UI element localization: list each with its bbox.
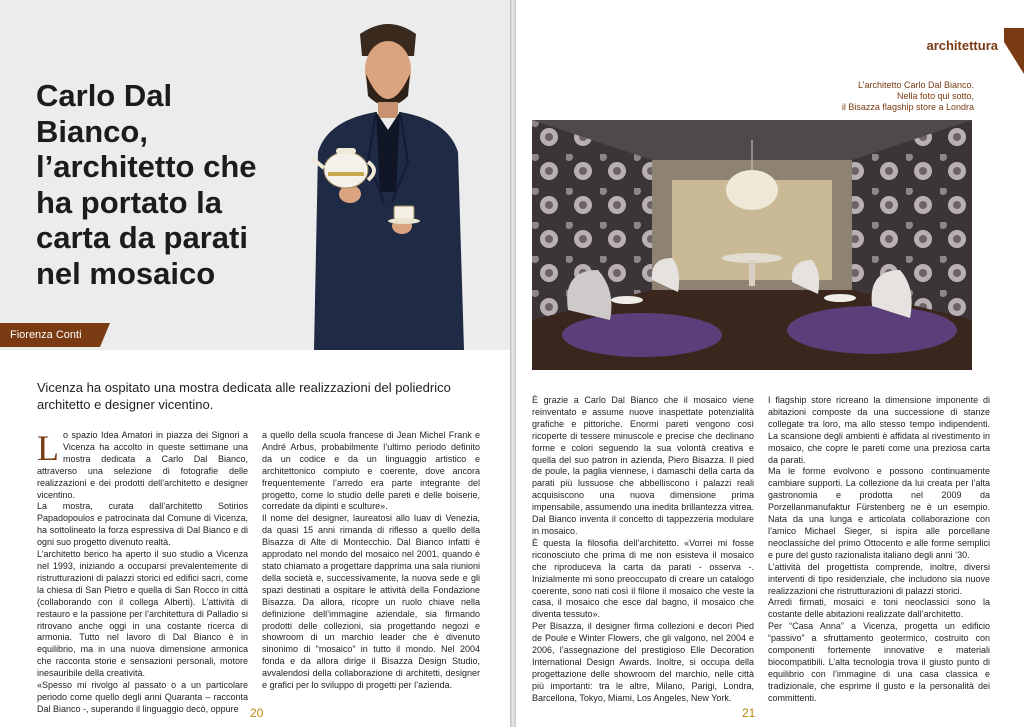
paragraph: a quello della scuola francese di Jean Michel Frank e André Arbus, probabilmente l’ultimo periodo definito da un codice e da un linguaggio artistico e architettonico compiuto e coerente, dove ancora frequentemente l’arredo era parte integrante del progetto, come lo studio delle pareti e delle boiserie, corredate da dipinti e sculture». bbox=[262, 430, 480, 512]
caption-line: L’architetto Carlo Dal Bianco. bbox=[857, 80, 974, 90]
right-column-2 bbox=[768, 395, 990, 705]
paragraph: I flagship store ricreano la dimensione imponente di abitazioni composte da una successione di stanze collegate tra loro, ma allo stesso tempo indipendenti. La scansione degli ambienti è affidata al rivestimento in mosaico, che copre le pareti come una preziosa carta da parati. bbox=[768, 395, 990, 465]
paragraph: L’attività del progettista comprende, inoltre, diversi interventi di tipo residenziale, che includono sia nuove realizzazioni che ristrutturazioni di palazzi storici. bbox=[768, 561, 990, 596]
paragraph: Per “Casa Anna” a Vicenza, progetta un edificio “passivo” a sfruttamento geotermico, costruito con componenti fortemente innovative e materiali biocompatibili. L’alta tecnologia trova il giusto punto di equilibrio con l’immagine di una casa classica e tradizionale, che esprime il gusto e la personalità dei committenti. bbox=[768, 621, 990, 703]
paragraph: Ma le forme evolvono e possono continuamente cambiare supporti. La collezione da lui creata per l’alta gastronomia e prodotta nel 2009 da Porzellanmanufaktur Fürstenberg ne è un esempio. Nata da una lunga e articolata collaborazione con l’amico Michael Sieger, si ispira alle porcellane neoclassiche del primo Ottocento e alle forme semplici e pure del gusto razionalista italiano degli anni ‘30. bbox=[768, 466, 990, 560]
paragraph: o spazio Idea Amatori in piazza dei Signori a Vicenza ha accolto in queste settimane una mostra dedicata a Carlo Dal Bianco, attraverso una selezione di fotografie delle realizzazioni e dei prodotti dell’architetto e designer vicentino. bbox=[37, 430, 248, 500]
paragraph: È grazie a Carlo Dal Bianco che il mosaico viene reinventato e assume nuove inaspettate potenzialità grafiche e pittoriche. Enormi pareti vengono così ricoperte di tessere minuscole e precise che declinano forme e colori seguendo la sua volontà creativa e quella del suo patron in azienda, Piero Bisazza. Il pied de poule, la paglia viennese, i damaschi della carta da parati più lussuose che abbelliscono i palazzi reali acquisiscono una nuova dimensione prima impensabile, assumendo una inedita brillantezza vitrea. Dal Bianco inventa il concetto di tappezzeria modulare in mosaico. bbox=[532, 395, 754, 536]
left-column-1 bbox=[37, 430, 248, 716]
drop-cap: L bbox=[37, 428, 59, 468]
right-page bbox=[516, 0, 1024, 727]
flagship-store-photo bbox=[532, 120, 972, 370]
author-byline: Fiorenza Conti bbox=[0, 323, 100, 347]
paragraph: «Spesso mi rivolgo al passato o a un particolare periodo come quello degli anni Quaranta – racconta Dal Bianco -, superando il linguaggio decò, oppure bbox=[37, 680, 248, 714]
page-number-right: 21 bbox=[742, 706, 756, 720]
paragraph: Il nome del designer, laureatosi allo Iuav di Venezia, da quasi 15 anni rimanda di riflesso a quello della Bisazza di Alte di Montecchio. Dal Bianco infatti è approdato nel mondo del mosaico nel 2001, quando è stato chiamato a progettare dapprima una sala riunioni della società e, successivamente, la nuova sede e gli spazi destinati a ospitare le attività della Fondazione Bisazza. Da allora, ricopre un ruolo chiave nella definizione dell’immagine aziendale, sia firmando prodotti delle collezioni, sia progettando negozi e showroom di un marchio leader che è divenuto sinonimo di “mosaico” in tutto il mondo. Nel 2004 fonda e da allora dirige il Bisazza Design Studio, avvalendosi della collaborazione di architetti, designer e grafici per lo sviluppo di progetti per l’azienda. bbox=[262, 513, 480, 691]
architect-portrait-image bbox=[288, 12, 488, 350]
page-number-left: 20 bbox=[250, 706, 264, 720]
photo-caption bbox=[754, 80, 974, 113]
left-column-2 bbox=[262, 430, 480, 692]
paragraph: Arredi firmati, mosaici e toni neoclassici sono la costante delle abitazioni realizzate dall’architetto. bbox=[768, 597, 990, 620]
section-label: architettura bbox=[926, 38, 998, 53]
article-title: Carlo Dal Bianco, l’architetto che ha portato la carta da parati nel mosaico bbox=[36, 78, 257, 291]
corner-tab-icon bbox=[1004, 28, 1024, 74]
right-column-1 bbox=[532, 395, 754, 705]
caption-line: il Bisazza flagship store a Londra bbox=[841, 102, 974, 112]
paragraph: È questa la filosofia dell’architetto. «Vorrei mi fosse riconosciuto che prima di me non esisteva il mosaico che riproduceva la carta da parati - osserva -. Inizialmente mi sono preoccupato di creare un catalogo coerente, sono nati così il filone il mosaico che veste la casa, il mosaico che esce dal bagno, il mosaico che diventa tessuto». bbox=[532, 537, 754, 620]
article-lead: Vicenza ha ospitato una mostra dedicata alle realizzazioni del poliedrico architetto e designer vicentino. bbox=[37, 380, 451, 412]
paragraph: La mostra, curata dall’architetto Sotirios Papadopoulos e patrocinata dal Comune di Vicenza, ha sottolineato la forza espressiva di Dal Bianco e di ogni suo progetto divenuto realtà. bbox=[37, 501, 248, 548]
caption-line: Nella foto qui sotto, bbox=[896, 91, 974, 101]
left-page bbox=[0, 0, 510, 727]
paragraph: Per Bisazza, il designer firma collezioni e decori Pied de Poule e Winter Flowers, che gli valgono, nel 2004 e 2006, l’assegnazione del prestigioso Elle Decoration International Design Awards. Inoltre, si occupa della progettazione delle showroom del marchio, nelle città più importanti: tra le altre, Milano, Parigi, Londra, Barcellona, Tokyo, Miami, Los Angeles, New York. bbox=[532, 621, 754, 703]
paragraph: L’architetto berico ha aperto il suo studio a Vicenza nel 1993, iniziando a occuparsi prevalentemente di ristrutturazioni di palazzi storici ed edifici sacri, come la chiesa di San Pietro e quella di San Rocco in città (collaborando con il collega Alberti). L’attività di restauro e la passione per l’architettura di Palladio si ritrovano anche oggi in una costante ricerca di armonia. Tutto nel lavoro di Dal Bianco è in equilibrio, ma in una nuova dimensione armonica che racconta storie e sensazioni personali, motore inesauribile della creatività. bbox=[37, 549, 248, 679]
